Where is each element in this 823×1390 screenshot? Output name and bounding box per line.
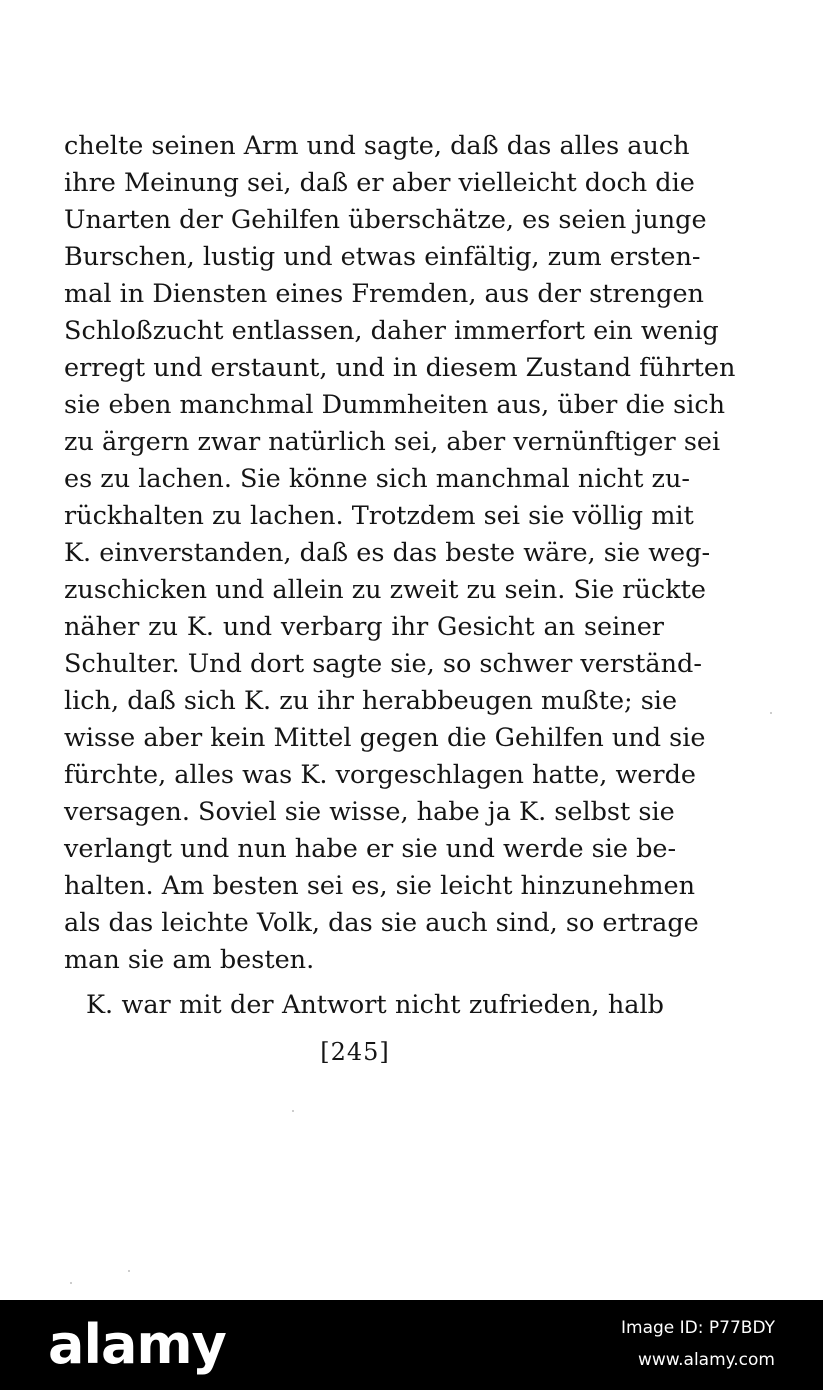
text-line: zuschicken und allein zu zweit zu sein. Sie rückte <box>64 575 706 605</box>
paper-speck <box>292 1110 294 1112</box>
site-url: www.alamy.com <box>637 1350 775 1370</box>
text-line: mal in Diensten eines Fremden, aus der strengen <box>64 279 704 309</box>
text-line: man sie am besten. <box>64 945 315 975</box>
text-line: erregt und erstaunt, und in diesem Zustand führten <box>64 353 736 383</box>
text-line: es zu lachen. Sie könne sich manchmal nicht zu- <box>64 464 691 494</box>
image-id-label: Image ID: P77BDY <box>621 1318 775 1338</box>
paragraph-gap <box>64 979 664 987</box>
text-line: rückhalten zu lachen. Trotzdem sei sie völlig mit <box>64 501 694 531</box>
watermark-logo: alamy <box>48 1313 226 1376</box>
text-line: Schulter. Und dort sagte sie, so schwer verständ- <box>64 649 702 679</box>
paper-speck <box>128 1270 130 1272</box>
text-line: als das leichte Volk, das sie auch sind, so ertrage <box>64 908 699 938</box>
text-line: zu ärgern zwar natürlich sei, aber vernünftiger sei <box>64 427 721 457</box>
text-line: Burschen, lustig und etwas einfältig, zum ersten- <box>64 242 701 272</box>
text-line: näher zu K. und verbarg ihr Gesicht an seiner <box>64 612 664 642</box>
page-text <box>64 128 736 1024</box>
next-paragraph-line: K. war mit der Antwort nicht zufrieden, halb <box>86 990 664 1020</box>
text-line: ihre Meinung sei, daß er aber vielleicht doch die <box>64 168 695 198</box>
paper-speck <box>770 712 772 714</box>
text-line: fürchte, alles was K. vorgeschlagen hatte, werde <box>64 760 696 790</box>
text-line: Schloßzucht entlassen, daher immerfort ein wenig <box>64 316 719 346</box>
watermark-bar <box>0 1300 823 1390</box>
text-line: sie eben manchmal Dummheiten aus, über die sich <box>64 390 726 420</box>
text-line: lich, daß sich K. zu ihr herabbeugen mußte; sie <box>64 686 678 716</box>
text-line: K. einverstanden, daß es das beste wäre, sie weg- <box>64 538 711 568</box>
text-line: halten. Am besten sei es, sie leicht hinzunehmen <box>64 871 696 901</box>
text-line: chelte seinen Arm und sagte, daß das alles auch <box>64 131 690 161</box>
text-line: wisse aber kein Mittel gegen die Gehilfen und sie <box>64 723 706 753</box>
text-line: verlangt und nun habe er sie und werde sie be- <box>64 834 677 864</box>
text-line: Unarten der Gehilfen überschätze, es seien junge <box>64 205 707 235</box>
page-number: [245] <box>320 1038 390 1066</box>
text-line: versagen. Soviel sie wisse, habe ja K. selbst sie <box>64 797 675 827</box>
paper-speck <box>70 1282 72 1284</box>
